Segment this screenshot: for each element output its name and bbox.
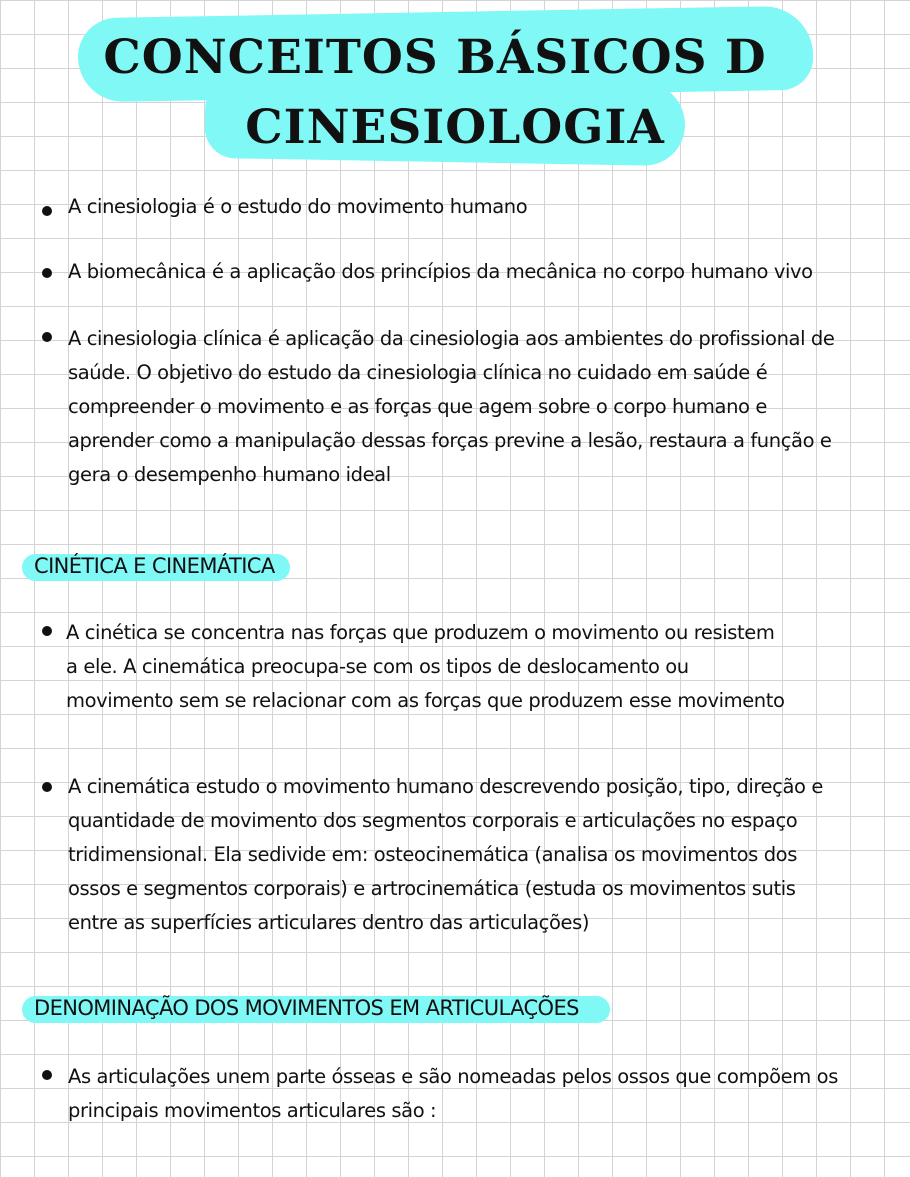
list-item-line: A cinemática estudo o movimento humano descrevendo posição, tipo, direção e bbox=[68, 775, 823, 798]
page-title-line-1: CONCEITOS BÁSICOS D bbox=[103, 30, 767, 85]
section-heading-cinetica: CINÉTICA E CINEMÁTICA bbox=[22, 551, 275, 581]
bullet-dot-icon bbox=[42, 268, 52, 278]
list-item-line: aprender como a manipulação dessas forças previne a lesão, restaura a função e bbox=[68, 429, 832, 452]
list-item-line: compreender o movimento e as forças que agem sobre o corpo humano e bbox=[68, 395, 767, 418]
list-item-line: a ele. A cinemática preocupa-se com os tipos de deslocamento ou bbox=[66, 655, 689, 678]
list-item-line: A cinesiologia clínica é aplicação da cinesiologia aos ambientes do profissional de bbox=[68, 327, 835, 350]
list-item-line: A cinética se concentra nas forças que produzem o movimento ou resistem bbox=[66, 621, 775, 644]
list-item-line: entre as superfícies articulares dentro das articulações) bbox=[68, 911, 590, 934]
bullet-dot-icon bbox=[42, 1070, 52, 1080]
list-item-line: As articulações unem parte ósseas e são nomeadas pelos ossos que compõem os bbox=[68, 1065, 838, 1088]
list-item-line: movimento sem se relacionar com as forças que produzem esse movimento bbox=[66, 689, 785, 712]
list-item-line: ossos e segmentos corporais) e artrocinemática (estuda os movimentos sutis bbox=[68, 877, 796, 900]
bullet-dot-icon bbox=[42, 332, 52, 342]
section-heading-denominacao: DENOMINAÇÃO DOS MOVIMENTOS EM ARTICULAÇÕES bbox=[22, 993, 579, 1023]
bullet-dot-icon bbox=[42, 626, 52, 636]
list-item-line: gera o desempenho humano ideal bbox=[68, 463, 391, 486]
list-item-text: A biomecânica é a aplicação dos princípios da mecânica no corpo humano vivo bbox=[68, 260, 813, 283]
list-item-line: quantidade de movimento dos segmentos corporais e articulações no espaço bbox=[68, 809, 798, 832]
bullet-dot-icon bbox=[42, 782, 52, 792]
list-item-line: tridimensional. Ela sedivide em: osteocinemática (analisa os movimentos dos bbox=[68, 843, 797, 866]
list-item-line: saúde. O objetivo do estudo da cinesiologia clínica no cuidado em saúde é bbox=[68, 361, 768, 384]
list-item-line: principais movimentos articulares são : bbox=[68, 1099, 437, 1122]
bullet-dot-icon bbox=[42, 206, 52, 216]
page-title-line-2: CINESIOLOGIA bbox=[245, 100, 665, 155]
list-item-text: A cinesiologia é o estudo do movimento humano bbox=[68, 195, 528, 218]
title-banner bbox=[0, 0, 910, 175]
